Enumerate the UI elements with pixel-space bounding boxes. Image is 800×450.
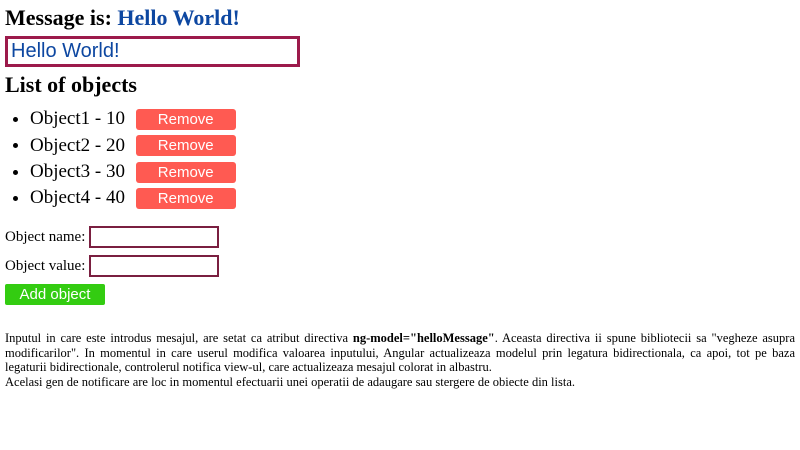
description xyxy=(5,331,795,389)
description-text-end: . Aceasta directiva ii spune bibliotecii sa "vegheze asupra modificarilor". In momentul in care userul modifica valoarea inputului, Angular actualizeaza modelul prin legatura bidirectionala, ca apoi, tot pe baza legaturii bidirectionale, controlerul notifica view-ul, care actualizeaza mesajul colorat in albastru. xyxy=(5,331,795,375)
message-label: Message is: xyxy=(5,5,112,30)
list-item xyxy=(30,132,795,158)
description-paragraph-2: Acelasi gen de notificare are loc in momentul efectuarii unei operatii de adaugare sau stergere de obiecte din lista. xyxy=(5,374,576,389)
object-value-row xyxy=(5,255,795,277)
object-label: Object2 - 20 xyxy=(30,134,125,156)
object-label: Object1 - 10 xyxy=(30,108,125,130)
description-text-start: Inputul in care este introdus mesajul, are setat ca atribut directiva xyxy=(5,331,353,346)
remove-object1-button[interactable]: Remove xyxy=(136,109,236,130)
object-label: Object4 - 40 xyxy=(30,187,125,209)
description-paragraph xyxy=(5,331,795,375)
object-value-input[interactable] xyxy=(89,255,219,277)
remove-object3-button[interactable]: Remove xyxy=(136,162,236,183)
object-label: Object3 - 30 xyxy=(30,161,125,183)
message-input[interactable] xyxy=(5,36,300,67)
remove-object4-button[interactable]: Remove xyxy=(136,188,236,209)
object-name-input[interactable] xyxy=(89,226,219,248)
list-item xyxy=(30,185,795,211)
object-list xyxy=(5,106,795,211)
message-display: Hello World! xyxy=(117,5,240,30)
list-item xyxy=(30,159,795,185)
remove-object2-button[interactable]: Remove xyxy=(136,135,236,156)
object-value-label: Object value: xyxy=(5,257,86,274)
list-title: List of objects xyxy=(5,72,137,97)
object-name-row xyxy=(5,226,795,248)
list-item xyxy=(30,106,795,132)
description-code: ng-model="helloMessage" xyxy=(352,331,495,346)
add-object-button[interactable]: Add object xyxy=(5,284,105,305)
object-name-label: Object name: xyxy=(5,228,86,245)
message-heading xyxy=(5,0,795,31)
